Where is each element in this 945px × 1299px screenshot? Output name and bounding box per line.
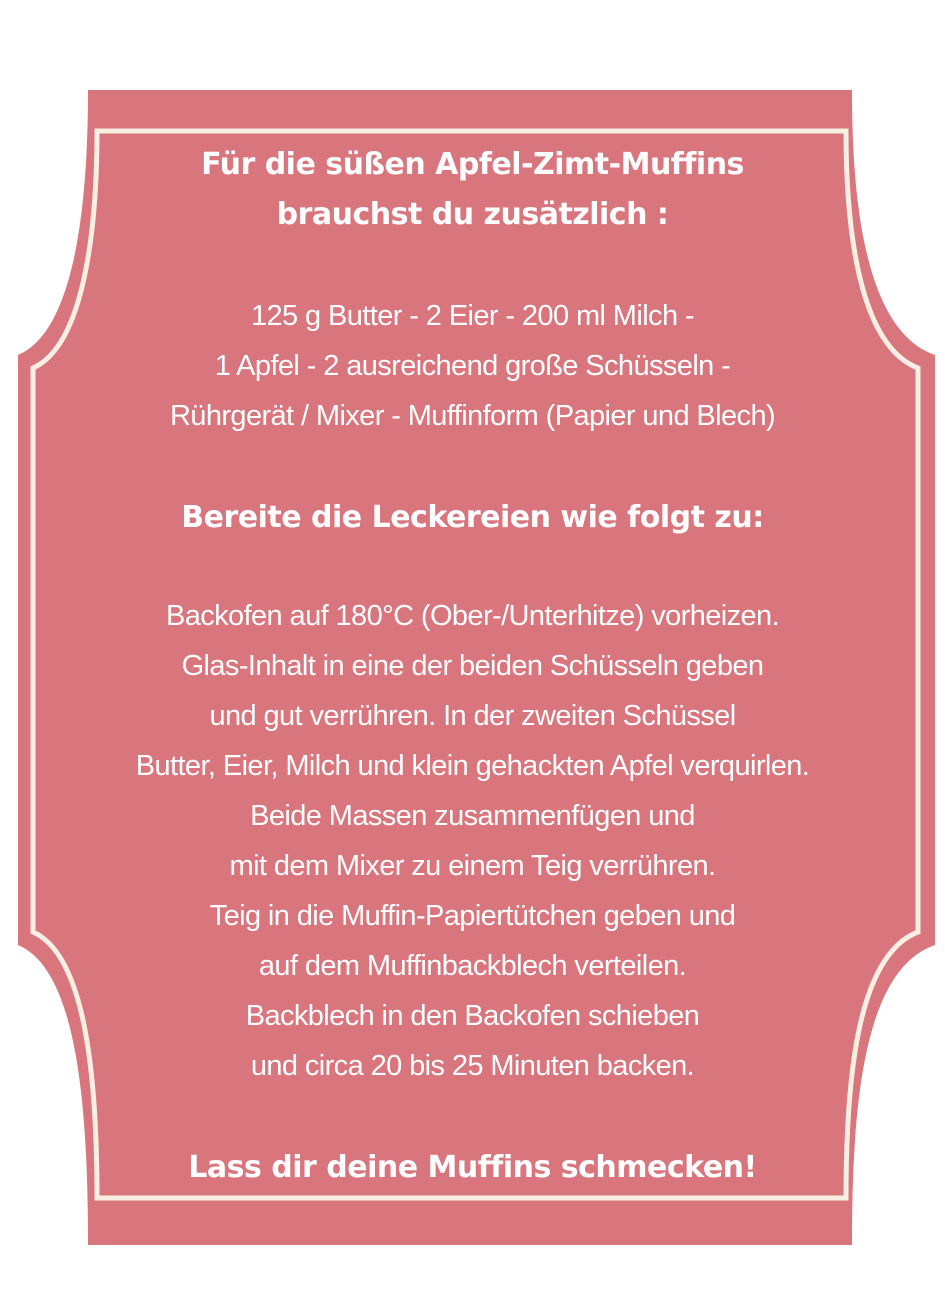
instruction-line: mit dem Mixer zu einem Teig verrühren.: [229, 850, 716, 882]
instruction-line: Backblech in den Backofen schieben: [245, 1000, 700, 1032]
instruction-line: auf dem Muffinbackblech verteilen.: [258, 950, 687, 982]
instruction-line: Butter, Eier, Milch und klein gehackten Apfel verquirlen.: [135, 750, 810, 782]
instruction-line: und gut verrühren. In der zweiten Schüssel: [209, 700, 736, 732]
intro-heading-line-1: Für die süßen Apfel-Zimt-Muffins: [201, 147, 744, 182]
instruction-line: und circa 20 bis 25 Minuten backen.: [250, 1050, 695, 1082]
ingredients-line: 125 g Butter - 2 Eier - 200 ml Milch -: [251, 300, 694, 332]
instruction-line: Beide Massen zusammenfügen und: [250, 800, 695, 832]
instructions-heading: Bereite die Leckereien wie folgt zu:: [181, 500, 764, 535]
instruction-line: Backofen auf 180°C (Ober-/Unterhitze) vorheizen.: [165, 600, 780, 632]
ingredients-line: 1 Apfel - 2 ausreichend große Schüsseln -: [214, 350, 731, 382]
instruction-line: Glas-Inhalt in eine der beiden Schüsseln geben: [181, 650, 764, 682]
intro-heading-line-2: brauchst du zusätzlich :: [276, 197, 669, 232]
closing-text: Lass dir deine Muffins schmecken!: [188, 1150, 757, 1185]
instruction-line: Teig in die Muffin-Papiertütchen geben und: [209, 900, 736, 932]
ingredients-line: Rührgerät / Mixer - Muffinform (Papier und Blech): [169, 400, 776, 432]
